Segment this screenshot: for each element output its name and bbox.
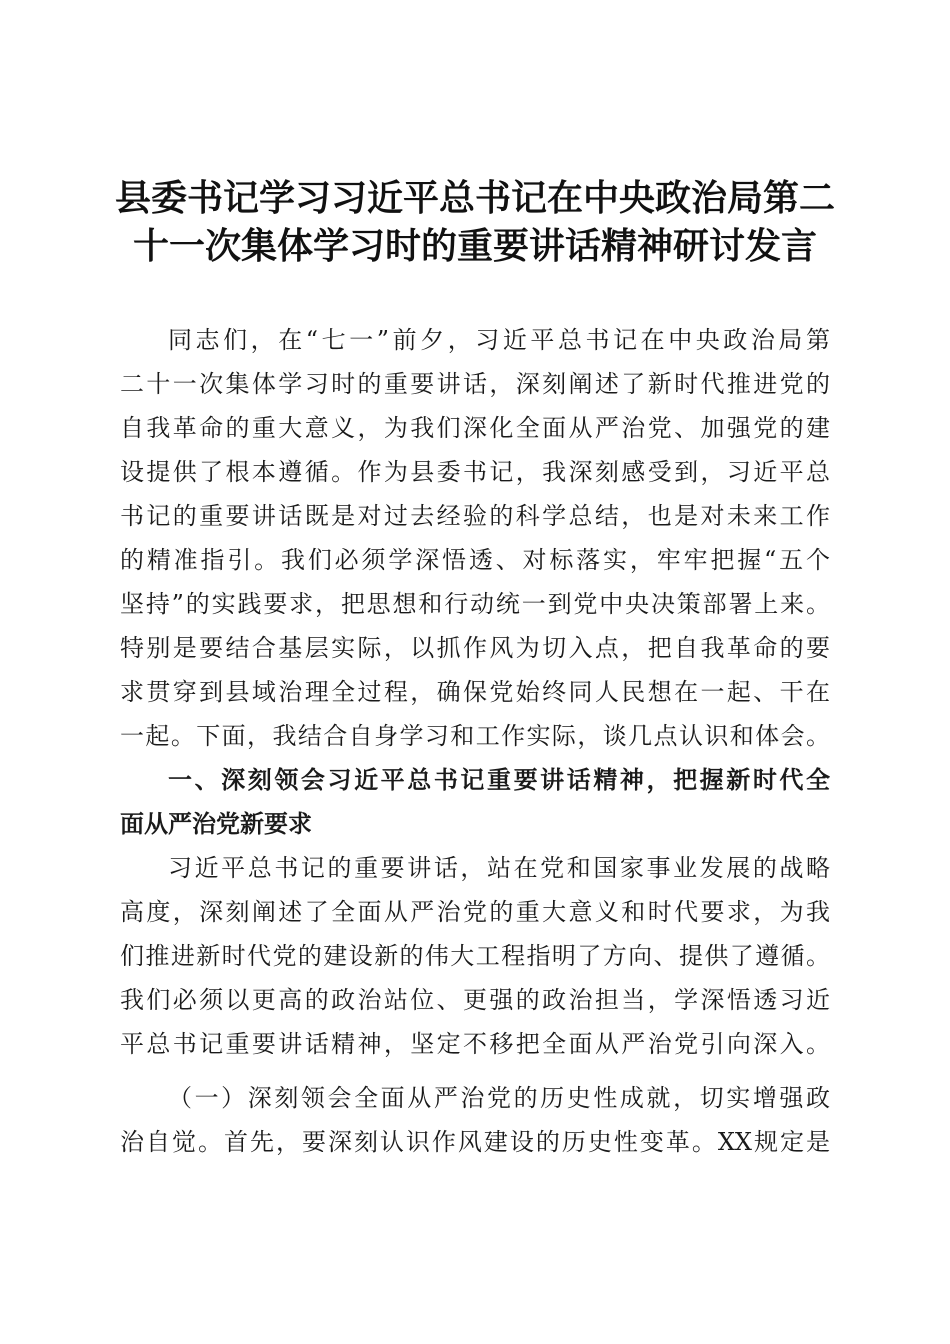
paragraph-line: 坚持”的实践要求，把思想和行动统一到党中央决策部署上来。 [120, 590, 830, 618]
section-heading-line-1: 一、深刻领会习近平总书记重要讲话精神，把握新时代全 [168, 766, 830, 794]
paragraph-line: 习近平总书记的重要讲话，站在党和国家事业发展的战略 [168, 854, 830, 882]
paragraph-line: 特别是要结合基层实际，以抓作风为切入点，把自我革命的要 [120, 634, 830, 662]
paragraph-line: 同志们，在“七一”前夕，习近平总书记在中央政治局第 [168, 326, 830, 354]
paragraph-line: （一）深刻领会全面从严治党的历史性成就，切实增强政 [168, 1084, 830, 1112]
paragraph-line: 平总书记重要讲话精神，坚定不移把全面从严治党引向深入。 [120, 1030, 830, 1058]
paragraph-line: 求贯穿到县域治理全过程，确保党始终同人民想在一起、干在 [120, 678, 830, 706]
document-title-line-2: 十一次集体学习时的重要讲话精神研讨发言 [132, 225, 817, 267]
paragraph-line: 二十一次集体学习时的重要讲话，深刻阐述了新时代推进党的 [120, 370, 830, 398]
document-title-line-1: 县委书记学习习近平总书记在中央政治局第二 [114, 177, 835, 219]
paragraph-line: 们推进新时代党的建设新的伟大工程指明了方向、提供了遵循。 [120, 942, 830, 970]
paragraph-line: 我们必须以更高的政治站位、更强的政治担当，学深悟透习近 [120, 986, 830, 1014]
section-heading-line-2: 面从严治党新要求 [120, 810, 312, 838]
paragraph-line: 书记的重要讲话既是对过去经验的科学总结，也是对未来工作 [120, 502, 830, 530]
paragraph-line: 治自觉。首先，要深刻认识作风建设的历史性变革。XX规定是 [120, 1128, 830, 1156]
paragraph-line: 高度，深刻阐述了全面从严治党的重大意义和时代要求，为我 [120, 898, 830, 926]
paragraph-line: 一起。下面，我结合自身学习和工作实际，谈几点认识和体会。 [120, 722, 830, 750]
paragraph-line: 设提供了根本遵循。作为县委书记，我深刻感受到，习近平总 [120, 458, 830, 486]
paragraph-line: 的精准指引。我们必须学深悟透、对标落实，牢牢把握“五个 [120, 546, 830, 574]
paragraph-line: 自我革命的重大意义，为我们深化全面从严治党、加强党的建 [120, 414, 830, 442]
